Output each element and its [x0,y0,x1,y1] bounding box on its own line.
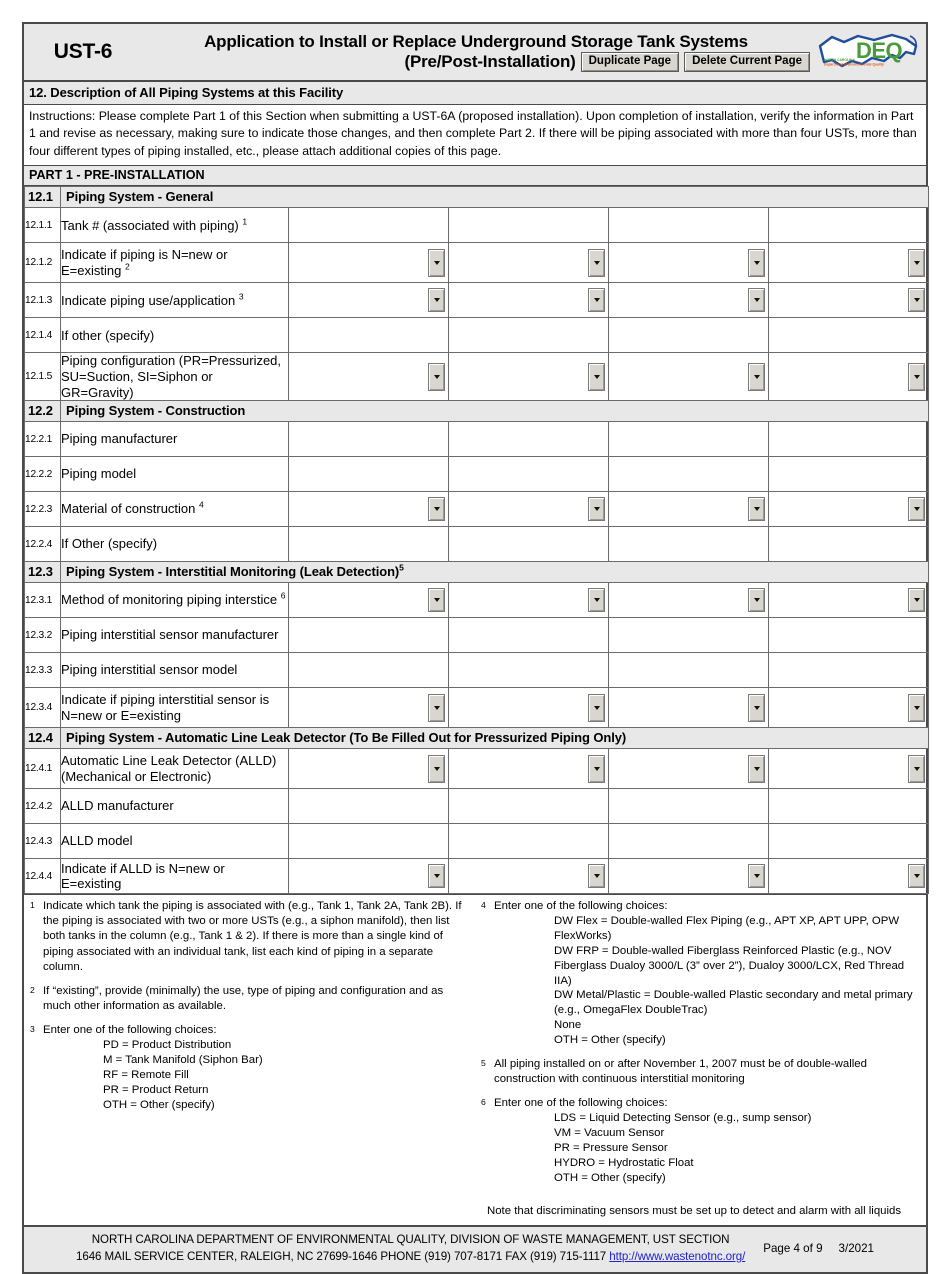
footnote [30,1023,467,1112]
table-body [25,187,929,894]
group-heading-row [25,187,929,208]
piping-systems-table [24,186,929,894]
footnote-option: PR = Product Return [103,1083,209,1096]
row-label-text: Piping interstitial sensor model [61,662,238,678]
text-field-cell[interactable] [769,318,929,353]
chevron-down-icon[interactable] [908,864,925,888]
row-label-text: Piping configuration (PR=Pressurized, SU=Suction, SI=Siphon or GR=Gravity) [61,353,282,400]
duplicate-page-button[interactable]: Duplicate Page [581,52,679,72]
footnotes-area [24,894,926,1225]
row-number: 12.1.1 [25,208,61,243]
form-container [22,22,928,1274]
footnote-marker: 1 [242,216,248,227]
svg-text:DEQ: DEQ [856,38,903,63]
row-number: 12.3.3 [25,653,61,688]
caret-glyph [434,767,440,771]
dropdown-field-cell[interactable] [289,688,449,728]
row-number: 12.1.5 [25,353,61,401]
caret-glyph [594,507,600,511]
chevron-down-icon[interactable] [588,249,605,277]
text-field-cell[interactable] [769,824,929,859]
row-label [61,789,289,824]
row-label-text: Tank # (associated with piping) [61,217,239,233]
table-row [25,824,929,859]
row-number: 12.3.2 [25,618,61,653]
footnotes-left-column [24,899,475,1219]
dropdown-field-cell[interactable] [289,583,449,618]
dropdown-field-cell[interactable] [289,492,449,527]
chevron-down-icon[interactable] [748,864,765,888]
chevron-down-icon[interactable] [908,694,925,722]
caret-glyph [754,598,760,602]
text-field-cell[interactable] [609,318,769,353]
chevron-down-icon[interactable] [748,363,765,391]
chevron-down-icon[interactable] [748,249,765,277]
caret-glyph [914,261,920,265]
caret-glyph [754,375,760,379]
text-field-cell[interactable] [449,618,609,653]
group-title-text: Piping System - General [66,189,214,205]
row-label [61,527,289,562]
caret-glyph [594,375,600,379]
text-field-cell[interactable] [449,208,609,243]
chevron-down-icon[interactable] [748,588,765,612]
footnote-option: LDS = Liquid Detecting Sensor (e.g., sump sensor) [554,1112,812,1125]
row-label-text: Indicate if ALLD is N=new or E=existing [61,860,225,892]
footnote-option: PD = Product Distribution [103,1039,232,1052]
chevron-down-icon[interactable] [748,497,765,521]
footnote-text: Indicate which tank the piping is associated with (e.g., Tank 1, Tank 2A, Tank 2B). If the piping is associated with two or more USTs (e.g., a siphon manifold), then list both tanks in the column (e.g., Tank 1 & 2). If there is more than a single kind of piping associated with an individual tank, list each kind of piping in a separate column. [43,900,462,973]
dropdown-field-cell[interactable] [769,859,929,894]
form-title-line-2: (Pre/Post-Installation) [404,52,576,72]
text-field-cell[interactable] [609,618,769,653]
row-label [61,688,289,728]
footnote-option: VM = Vacuum Sensor [554,1127,665,1140]
text-field-cell[interactable] [449,653,609,688]
text-field-cell[interactable] [449,457,609,492]
group-heading-row [25,728,929,749]
text-field-cell[interactable] [769,457,929,492]
chevron-down-icon[interactable] [588,694,605,722]
row-label [61,318,289,353]
footnote-number: 5 [481,1057,486,1068]
dropdown-field-cell[interactable] [769,243,929,283]
footnote-body [494,899,918,1048]
row-label [61,353,289,401]
caret-glyph [594,874,600,878]
chevron-down-icon[interactable] [428,288,445,312]
footnote-text: Enter one of the following choices: [494,1097,668,1110]
chevron-down-icon[interactable] [588,755,605,783]
row-label [61,208,289,243]
table-row [25,789,929,824]
table-row [25,353,929,401]
dropdown-field-cell[interactable] [609,749,769,789]
table-row [25,422,929,457]
caret-glyph [754,507,760,511]
chevron-down-icon[interactable] [428,864,445,888]
group-number: 12.3 [25,562,61,583]
caret-glyph [434,874,440,878]
table-row [25,618,929,653]
row-label [61,859,289,894]
chevron-down-icon[interactable] [428,497,445,521]
footnote-option: HYDRO = Hydrostatic Float [554,1156,694,1169]
text-field-cell[interactable] [289,422,449,457]
chevron-down-icon[interactable] [428,249,445,277]
table-row [25,208,929,243]
row-label [61,422,289,457]
row-label-text: Piping model [61,466,137,482]
row-label-text: Piping manufacturer [61,431,178,447]
chevron-down-icon[interactable] [908,363,925,391]
dropdown-field-cell[interactable] [449,283,609,318]
chevron-down-icon[interactable] [428,694,445,722]
dropdown-field-cell[interactable] [289,353,449,401]
dropdown-field-cell[interactable] [609,492,769,527]
chevron-down-icon[interactable] [908,755,925,783]
footnote-body [43,984,467,1014]
group-title [61,562,929,583]
dropdown-field-cell[interactable] [449,243,609,283]
footnote-marker: 6 [280,591,286,602]
text-field-cell[interactable] [609,789,769,824]
caret-glyph [434,598,440,602]
section-instructions: Instructions: Please complete Part 1 of this Section when submitting a UST-6A (proposed installation). Upon completion of installation, verify the information in Part 1 and revise as necessary, making sure to indicate those changes, and then complete Part 2. If there will be piping associated with more than four USTs, more than four different types of piping installed, etc., please attach additional copies of this page. [24,105,926,166]
row-label-text: Method of monitoring piping interstice [61,592,278,608]
text-field-cell[interactable] [289,653,449,688]
dropdown-field-cell[interactable] [769,492,929,527]
table-row [25,859,929,894]
footnote-body [43,899,467,975]
table-row [25,688,929,728]
text-field-cell[interactable] [769,618,929,653]
caret-glyph [754,298,760,302]
row-number: 12.2.2 [25,457,61,492]
delete-current-page-button[interactable]: Delete Current Page [684,52,810,72]
caret-glyph [754,767,760,771]
text-field-cell[interactable] [609,422,769,457]
row-label-text: If Other (specify) [61,536,158,552]
row-number: 12.4.3 [25,824,61,859]
row-number: 12.4.1 [25,749,61,789]
deq-logo [814,24,926,80]
footnote-option-list [494,914,918,1047]
form-header [24,24,926,82]
chevron-down-icon[interactable] [428,755,445,783]
footnote-option: OTH = Other (specify) [554,1171,666,1184]
chevron-down-icon[interactable] [908,588,925,612]
chevron-down-icon[interactable] [908,497,925,521]
form-title-block [142,24,814,80]
caret-glyph [754,874,760,878]
footnote-option: OTH = Other (specify) [554,1033,666,1046]
svg-text:NORTH CAROLINA: NORTH CAROLINA [824,58,855,62]
chevron-down-icon[interactable] [428,588,445,612]
row-label-text: Indicate if piping interstitial sensor is N=new or E=existing [61,692,270,723]
agency-address [76,1249,745,1266]
svg-text:Department of Environmental Qu: Department of Environmental Quality [824,62,884,67]
dropdown-field-cell[interactable] [449,859,609,894]
row-label [61,457,289,492]
chevron-down-icon[interactable] [588,288,605,312]
row-label [61,583,289,618]
footnote-marker: 4 [199,500,204,511]
row-label-text: Indicate piping use/application [61,292,236,308]
row-label [61,653,289,688]
footnote-number: 1 [30,900,35,911]
footnote-option: None [554,1019,582,1032]
group-title-text: Piping System - Automatic Line Leak Detector (To Be Filled Out for Pressurized Piping Only) [66,730,627,746]
row-label-text: Indicate if piping is N=new or E=existing [61,247,228,278]
footnote-number: 3 [30,1024,35,1035]
caret-glyph [914,298,920,302]
footnote-body [43,1023,467,1112]
caret-glyph [594,261,600,265]
dropdown-field-cell[interactable] [609,243,769,283]
group-number: 12.4 [25,728,61,749]
row-label [61,243,289,283]
row-label [61,749,289,789]
row-number: 12.1.2 [25,243,61,283]
text-field-cell[interactable] [289,527,449,562]
row-number: 12.2.3 [25,492,61,527]
table-row [25,583,929,618]
table-row [25,243,929,283]
dropdown-field-cell[interactable] [609,353,769,401]
text-field-cell[interactable] [449,422,609,457]
caret-glyph [434,261,440,265]
text-field-cell[interactable] [609,824,769,859]
row-label-text: ALLD manufacturer [61,798,174,814]
row-label-text: ALLD model [61,833,133,849]
text-field-cell[interactable] [609,653,769,688]
dropdown-field-cell[interactable] [289,243,449,283]
chevron-down-icon[interactable] [588,864,605,888]
dropdown-field-cell[interactable] [449,749,609,789]
caret-glyph [434,706,440,710]
page-footer [24,1225,926,1272]
group-title-footnote-marker: 5 [399,562,404,573]
footnote-option-list [43,1038,467,1112]
dropdown-field-cell[interactable] [449,353,609,401]
form-title-line-1: Application to Install or Replace Underground Storage Tank Systems [204,32,748,52]
text-field-cell[interactable] [769,208,929,243]
group-title [61,728,929,749]
table-row [25,527,929,562]
text-field-cell[interactable] [769,527,929,562]
page-meta [745,1242,874,1255]
footnote-marker: 2 [124,261,130,272]
caret-glyph [594,298,600,302]
dropdown-field-cell[interactable] [609,583,769,618]
row-label [61,283,289,318]
row-number: 12.3.1 [25,583,61,618]
row-number: 12.4.2 [25,789,61,824]
dropdown-field-cell[interactable] [449,688,609,728]
group-heading-row [25,562,929,583]
footnote-text: All piping installed on or after November 1, 2007 must be of double-walled construction with continuous interstitial monitoring [494,1057,867,1085]
dropdown-field-cell[interactable] [449,492,609,527]
chevron-down-icon[interactable] [748,694,765,722]
footnote [481,1057,918,1087]
footnote-option: PR = Pressure Sensor [554,1141,668,1154]
text-field-cell[interactable] [609,527,769,562]
row-label [61,492,289,527]
agency-website-link[interactable]: http://www.wastenotnc.org/ [609,1249,746,1263]
text-field-cell[interactable] [449,789,609,824]
group-heading-row [25,401,929,422]
text-field-cell[interactable] [609,457,769,492]
form-number: UST-6 [53,40,113,63]
row-number: 12.1.4 [25,318,61,353]
chevron-down-icon[interactable] [908,249,925,277]
row-label [61,618,289,653]
row-label-text: Material of construction [61,501,196,517]
text-field-cell[interactable] [609,208,769,243]
dropdown-field-cell[interactable] [769,583,929,618]
footnote-closing-note: Note that discriminating sensors must be set up to detect and alarm with all liquids [487,1205,902,1218]
text-field-cell[interactable] [289,618,449,653]
table-row [25,653,929,688]
caret-glyph [754,261,760,265]
row-label [61,824,289,859]
text-field-cell[interactable] [449,824,609,859]
dropdown-field-cell[interactable] [769,688,929,728]
footnote [30,899,467,975]
chevron-down-icon[interactable] [588,363,605,391]
chevron-down-icon[interactable] [588,497,605,521]
row-number: 12.1.3 [25,283,61,318]
footnote-option: DW FRP = Double-walled Fiberglass Reinforced Plastic (e.g., NOV Fiberglass Dualoy 3000/L (3” over 2”), Dualoy 3000/LCX, Red Thread IIA) [554,944,905,987]
dropdown-field-cell[interactable] [449,583,609,618]
dropdown-field-cell[interactable] [769,749,929,789]
deq-logo-icon [818,28,922,76]
group-number: 12.1 [25,187,61,208]
caret-glyph [594,598,600,602]
text-field-cell[interactable] [289,208,449,243]
row-number: 12.2.4 [25,527,61,562]
dropdown-field-cell[interactable] [289,283,449,318]
footnote-marker: 3 [238,291,244,302]
group-title [61,187,929,208]
row-label-text: If other (specify) [61,327,155,343]
caret-glyph [434,507,440,511]
dropdown-field-cell[interactable] [609,859,769,894]
footnote-number: 4 [481,900,486,911]
caret-glyph [754,706,760,710]
footnote-body [494,1057,918,1087]
footnote-option: OTH = Other (specify) [103,1098,215,1111]
footnote-body [494,1096,918,1185]
footnote-option: DW Metal/Plastic = Double-walled Plastic secondary and metal primary (e.g., OmegaFlex DoubleTrac) [554,989,913,1017]
text-field-cell[interactable] [289,789,449,824]
footnote-number: 6 [481,1097,486,1108]
footnote [481,899,918,1048]
part-1-heading: PART 1 - PRE-INSTALLATION [24,166,926,186]
group-number: 12.2 [25,401,61,422]
footnote-text: Enter one of the following choices: [43,1024,217,1037]
row-number: 12.2.1 [25,422,61,457]
caret-glyph [594,706,600,710]
table-row [25,457,929,492]
footnote [30,984,467,1014]
table-row [25,283,929,318]
group-title-text: Piping System - Interstitial Monitoring (Leak Detection) [66,564,400,580]
caret-glyph [594,767,600,771]
dropdown-field-cell[interactable] [609,283,769,318]
footnote-option: M = Tank Manifold (Siphon Bar) [103,1054,263,1067]
chevron-down-icon[interactable] [908,288,925,312]
table-row [25,749,929,789]
dropdown-field-cell[interactable] [769,283,929,318]
row-number: 12.4.4 [25,859,61,894]
text-field-cell[interactable] [449,318,609,353]
footnote-number: 2 [30,984,35,995]
caret-glyph [914,706,920,710]
footnote-option: DW Flex = Double-walled Flex Piping (e.g., APT XP, APT UPP, OPW FlexWorks) [554,915,900,943]
text-field-cell[interactable] [769,653,929,688]
text-field-cell[interactable] [449,527,609,562]
dropdown-field-cell[interactable] [769,353,929,401]
text-field-cell[interactable] [289,824,449,859]
dropdown-field-cell[interactable] [609,688,769,728]
chevron-down-icon[interactable] [748,755,765,783]
footnote [481,1096,918,1185]
section-heading: 12. Description of All Piping Systems at this Facility [24,82,926,105]
text-field-cell[interactable] [769,422,929,457]
text-field-cell[interactable] [289,318,449,353]
revision-date: 3/2021 [838,1242,874,1256]
caret-glyph [914,767,920,771]
chevron-down-icon[interactable] [428,363,445,391]
group-title-text: Piping System - Construction [66,403,246,419]
chevron-down-icon[interactable] [588,588,605,612]
footnote-option: RF = Remote Fill [103,1069,189,1082]
table-row [25,318,929,353]
caret-glyph [914,375,920,379]
agency-address-block [76,1232,745,1266]
caret-glyph [914,598,920,602]
dropdown-field-cell[interactable] [289,859,449,894]
footnotes-right-column [475,899,926,1219]
table-row [25,492,929,527]
agency-name: NORTH CAROLINA DEPARTMENT OF ENVIRONMENTAL QUALITY, DIVISION OF WASTE MANAGEMENT, UST SECTION [91,1233,730,1247]
caret-glyph [434,375,440,379]
caret-glyph [434,298,440,302]
footnote-option-list [494,1111,918,1185]
text-field-cell[interactable] [289,457,449,492]
row-label-text: Automatic Line Leak Detector (ALLD) (Mechanical or Electronic) [61,753,277,784]
page-number: Page 4 of 9 [763,1242,823,1256]
footnote-text: Enter one of the following choices: [494,900,668,913]
row-number: 12.3.4 [25,688,61,728]
footnote-text: If “existing”, provide (minimally) the use, type of piping and configuration and as much other information as available. [43,984,444,1013]
caret-glyph [914,507,920,511]
dropdown-field-cell[interactable] [289,749,449,789]
chevron-down-icon[interactable] [748,288,765,312]
agency-address-text: 1646 MAIL SERVICE CENTER, RALEIGH, NC 27699-1646 PHONE (919) 707-8171 FAX (919) 715-1117 [76,1249,610,1263]
text-field-cell[interactable] [769,789,929,824]
group-title [61,401,929,422]
caret-glyph [914,874,920,878]
row-label-text: Piping interstitial sensor manufacturer [61,627,279,643]
